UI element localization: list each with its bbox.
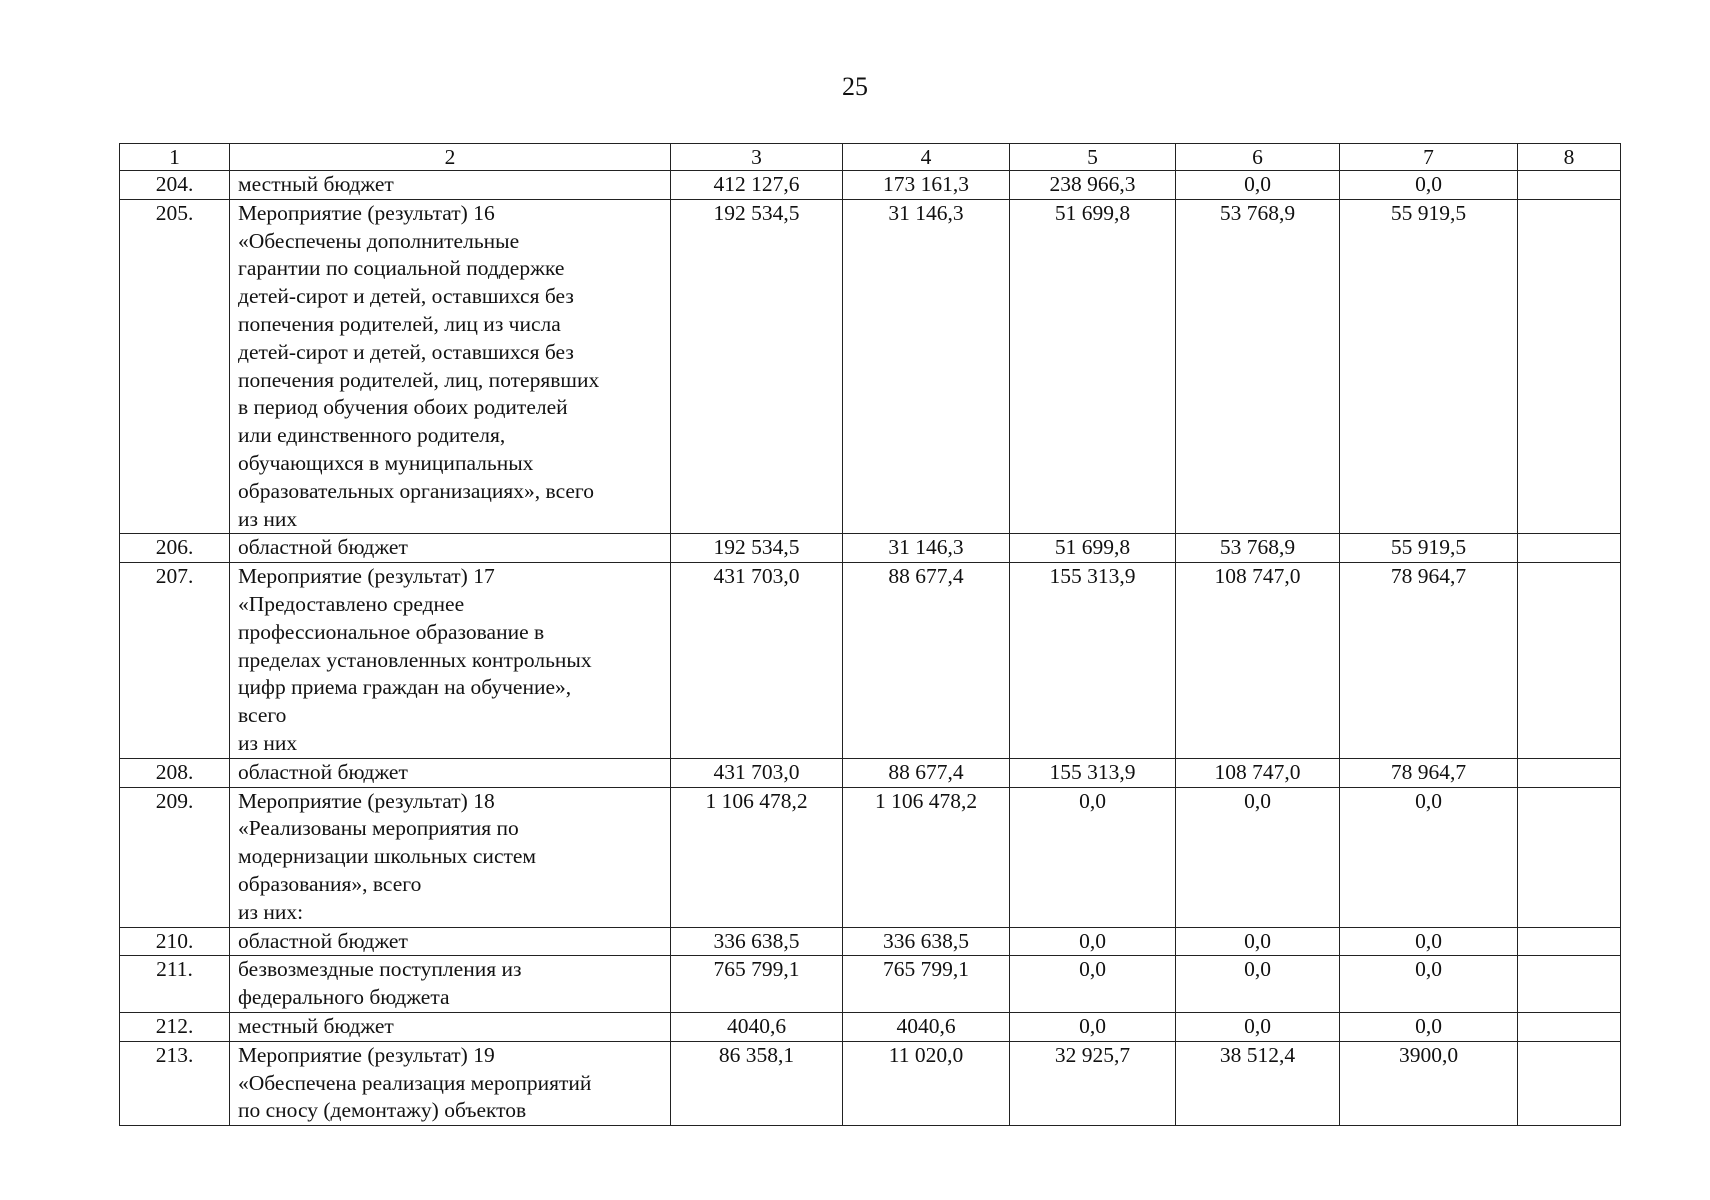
value-cell-col-4: 173 161,3 <box>843 171 1010 200</box>
row-description <box>230 787 671 927</box>
value-cell-col-5: 0,0 <box>1010 927 1176 956</box>
column-header: 4 <box>843 144 1010 171</box>
value-cell-col-6: 53 768,9 <box>1176 534 1340 563</box>
row-number: 208. <box>120 758 230 787</box>
value-cell-col-4: 765 799,1 <box>843 956 1010 1013</box>
description-line: детей-сирот и детей, оставшихся без <box>238 284 574 309</box>
value-cell-col-5: 0,0 <box>1010 956 1176 1013</box>
value-cell-col-6: 0,0 <box>1176 171 1340 200</box>
description-line: федерального бюджета <box>238 985 450 1010</box>
value-cell-col-4: 4040,6 <box>843 1012 1010 1041</box>
column-header: 2 <box>230 144 671 171</box>
value-cell-col-3: 431 703,0 <box>671 758 843 787</box>
description-line: или единственного родителя, <box>238 423 506 448</box>
row-description <box>230 1041 671 1125</box>
value-cell-col-8 <box>1518 758 1621 787</box>
row-number: 209. <box>120 787 230 927</box>
row-description <box>230 199 671 534</box>
value-cell-col-4: 11 020,0 <box>843 1041 1010 1125</box>
description-line: «Обеспечена реализация мероприятий <box>238 1070 592 1095</box>
value-cell-col-4: 336 638,5 <box>843 927 1010 956</box>
description-line: гарантии по социальной поддержке <box>238 256 565 281</box>
description-line: областной бюджет <box>238 759 408 784</box>
value-cell-col-7: 0,0 <box>1340 171 1518 200</box>
description-line: из них: <box>238 899 304 924</box>
value-cell-col-6: 38 512,4 <box>1176 1041 1340 1125</box>
description-line: безвозмездные поступления из <box>238 957 522 982</box>
table-row <box>120 199 1621 534</box>
value-cell-col-4: 31 146,3 <box>843 534 1010 563</box>
column-header: 7 <box>1340 144 1518 171</box>
value-cell-col-7: 3900,0 <box>1340 1041 1518 1125</box>
value-cell-col-5: 51 699,8 <box>1010 199 1176 534</box>
description-line: Мероприятие (результат) 18 <box>238 788 495 813</box>
value-cell-col-5: 155 313,9 <box>1010 563 1176 759</box>
row-description <box>230 927 671 956</box>
value-cell-col-6: 53 768,9 <box>1176 199 1340 534</box>
description-line: из них <box>238 506 298 531</box>
value-cell-col-5: 51 699,8 <box>1010 534 1176 563</box>
value-cell-col-4: 1 106 478,2 <box>843 787 1010 927</box>
description-line: образования», всего <box>238 871 422 896</box>
description-line: попечения родителей, лиц, потерявших <box>238 367 600 392</box>
value-cell-col-3: 1 106 478,2 <box>671 787 843 927</box>
value-cell-col-6: 108 747,0 <box>1176 758 1340 787</box>
description-line: всего <box>238 703 287 728</box>
column-header: 1 <box>120 144 230 171</box>
description-line: в период обучения обоих родителей <box>238 395 568 420</box>
description-line: из них <box>238 730 298 755</box>
value-cell-col-3: 765 799,1 <box>671 956 843 1013</box>
row-number: 213. <box>120 1041 230 1125</box>
value-cell-col-3: 431 703,0 <box>671 563 843 759</box>
description-line: образовательных организациях», всего <box>238 478 594 503</box>
row-number: 206. <box>120 534 230 563</box>
description-line: профессиональное образование в <box>238 619 545 644</box>
value-cell-col-3: 336 638,5 <box>671 927 843 956</box>
value-cell-col-4: 31 146,3 <box>843 199 1010 534</box>
description-line: детей-сирот и детей, оставшихся без <box>238 339 574 364</box>
description-line: местный бюджет <box>238 172 394 196</box>
value-cell-col-5: 155 313,9 <box>1010 758 1176 787</box>
value-cell-col-8 <box>1518 1012 1621 1041</box>
value-cell-col-4: 88 677,4 <box>843 563 1010 759</box>
row-description <box>230 956 671 1013</box>
value-cell-col-5: 0,0 <box>1010 1012 1176 1041</box>
description-line: «Обеспечены дополнительные <box>238 228 520 253</box>
value-cell-col-7: 78 964,7 <box>1340 563 1518 759</box>
value-cell-col-7: 0,0 <box>1340 927 1518 956</box>
row-description <box>230 563 671 759</box>
table-row <box>120 758 1621 787</box>
row-description <box>230 1012 671 1041</box>
value-cell-col-8 <box>1518 563 1621 759</box>
value-cell-col-4: 88 677,4 <box>843 758 1010 787</box>
value-cell-col-7: 0,0 <box>1340 956 1518 1013</box>
table-row <box>120 927 1621 956</box>
value-cell-col-8 <box>1518 1041 1621 1125</box>
row-description <box>230 171 671 200</box>
value-cell-col-3: 192 534,5 <box>671 199 843 534</box>
value-cell-col-3: 4040,6 <box>671 1012 843 1041</box>
column-header: 6 <box>1176 144 1340 171</box>
table-row <box>120 534 1621 563</box>
value-cell-col-8 <box>1518 199 1621 534</box>
value-cell-col-3: 412 127,6 <box>671 171 843 200</box>
row-number: 205. <box>120 199 230 534</box>
column-header: 5 <box>1010 144 1176 171</box>
description-line: Мероприятие (результат) 17 <box>238 564 495 589</box>
description-line: Мероприятие (результат) 16 <box>238 200 495 225</box>
row-description <box>230 758 671 787</box>
value-cell-col-8 <box>1518 927 1621 956</box>
page-number: 25 <box>842 72 868 101</box>
table-row <box>120 787 1621 927</box>
row-number: 211. <box>120 956 230 1013</box>
column-header: 8 <box>1518 144 1621 171</box>
value-cell-col-3: 192 534,5 <box>671 534 843 563</box>
value-cell-col-7: 0,0 <box>1340 787 1518 927</box>
value-cell-col-6: 0,0 <box>1176 956 1340 1013</box>
row-number: 212. <box>120 1012 230 1041</box>
value-cell-col-8 <box>1518 787 1621 927</box>
table-row <box>120 956 1621 1013</box>
table-row <box>120 563 1621 759</box>
value-cell-col-6: 0,0 <box>1176 787 1340 927</box>
value-cell-col-5: 0,0 <box>1010 787 1176 927</box>
column-header: 3 <box>671 144 843 171</box>
description-line: обучающихся в муниципальных <box>238 450 534 475</box>
description-line: пределах установленных контрольных <box>238 647 592 672</box>
value-cell-col-7: 55 919,5 <box>1340 534 1518 563</box>
description-line: модернизации школьных систем <box>238 844 537 869</box>
row-description <box>230 534 671 563</box>
value-cell-col-6: 0,0 <box>1176 927 1340 956</box>
description-line: попечения родителей, лиц из числа <box>238 311 561 336</box>
row-number: 210. <box>120 927 230 956</box>
value-cell-col-5: 238 966,3 <box>1010 171 1176 200</box>
description-line: Мероприятие (результат) 19 <box>238 1042 495 1067</box>
description-line: местный бюджет <box>238 1013 394 1038</box>
description-line: по сносу (демонтажу) объектов <box>238 1098 527 1123</box>
description-line: областной бюджет <box>238 928 408 953</box>
value-cell-col-5: 32 925,7 <box>1010 1041 1176 1125</box>
value-cell-col-6: 108 747,0 <box>1176 563 1340 759</box>
description-line: «Предоставлено среднее <box>238 591 465 616</box>
table-header-row <box>120 144 1621 171</box>
value-cell-col-8 <box>1518 956 1621 1013</box>
row-number: 204. <box>120 171 230 200</box>
description-line: «Реализованы мероприятия по <box>238 816 519 841</box>
value-cell-col-7: 78 964,7 <box>1340 758 1518 787</box>
description-line: цифр приема граждан на обучение», <box>238 675 572 700</box>
value-cell-col-6: 0,0 <box>1176 1012 1340 1041</box>
budget-table <box>119 143 1621 1126</box>
table-row <box>120 1012 1621 1041</box>
value-cell-col-3: 86 358,1 <box>671 1041 843 1125</box>
value-cell-col-8 <box>1518 171 1621 200</box>
table-row <box>120 171 1621 200</box>
value-cell-col-7: 0,0 <box>1340 1012 1518 1041</box>
value-cell-col-7: 55 919,5 <box>1340 199 1518 534</box>
row-number: 207. <box>120 563 230 759</box>
description-line: областной бюджет <box>238 535 408 560</box>
table-row <box>120 1041 1621 1125</box>
value-cell-col-8 <box>1518 534 1621 563</box>
